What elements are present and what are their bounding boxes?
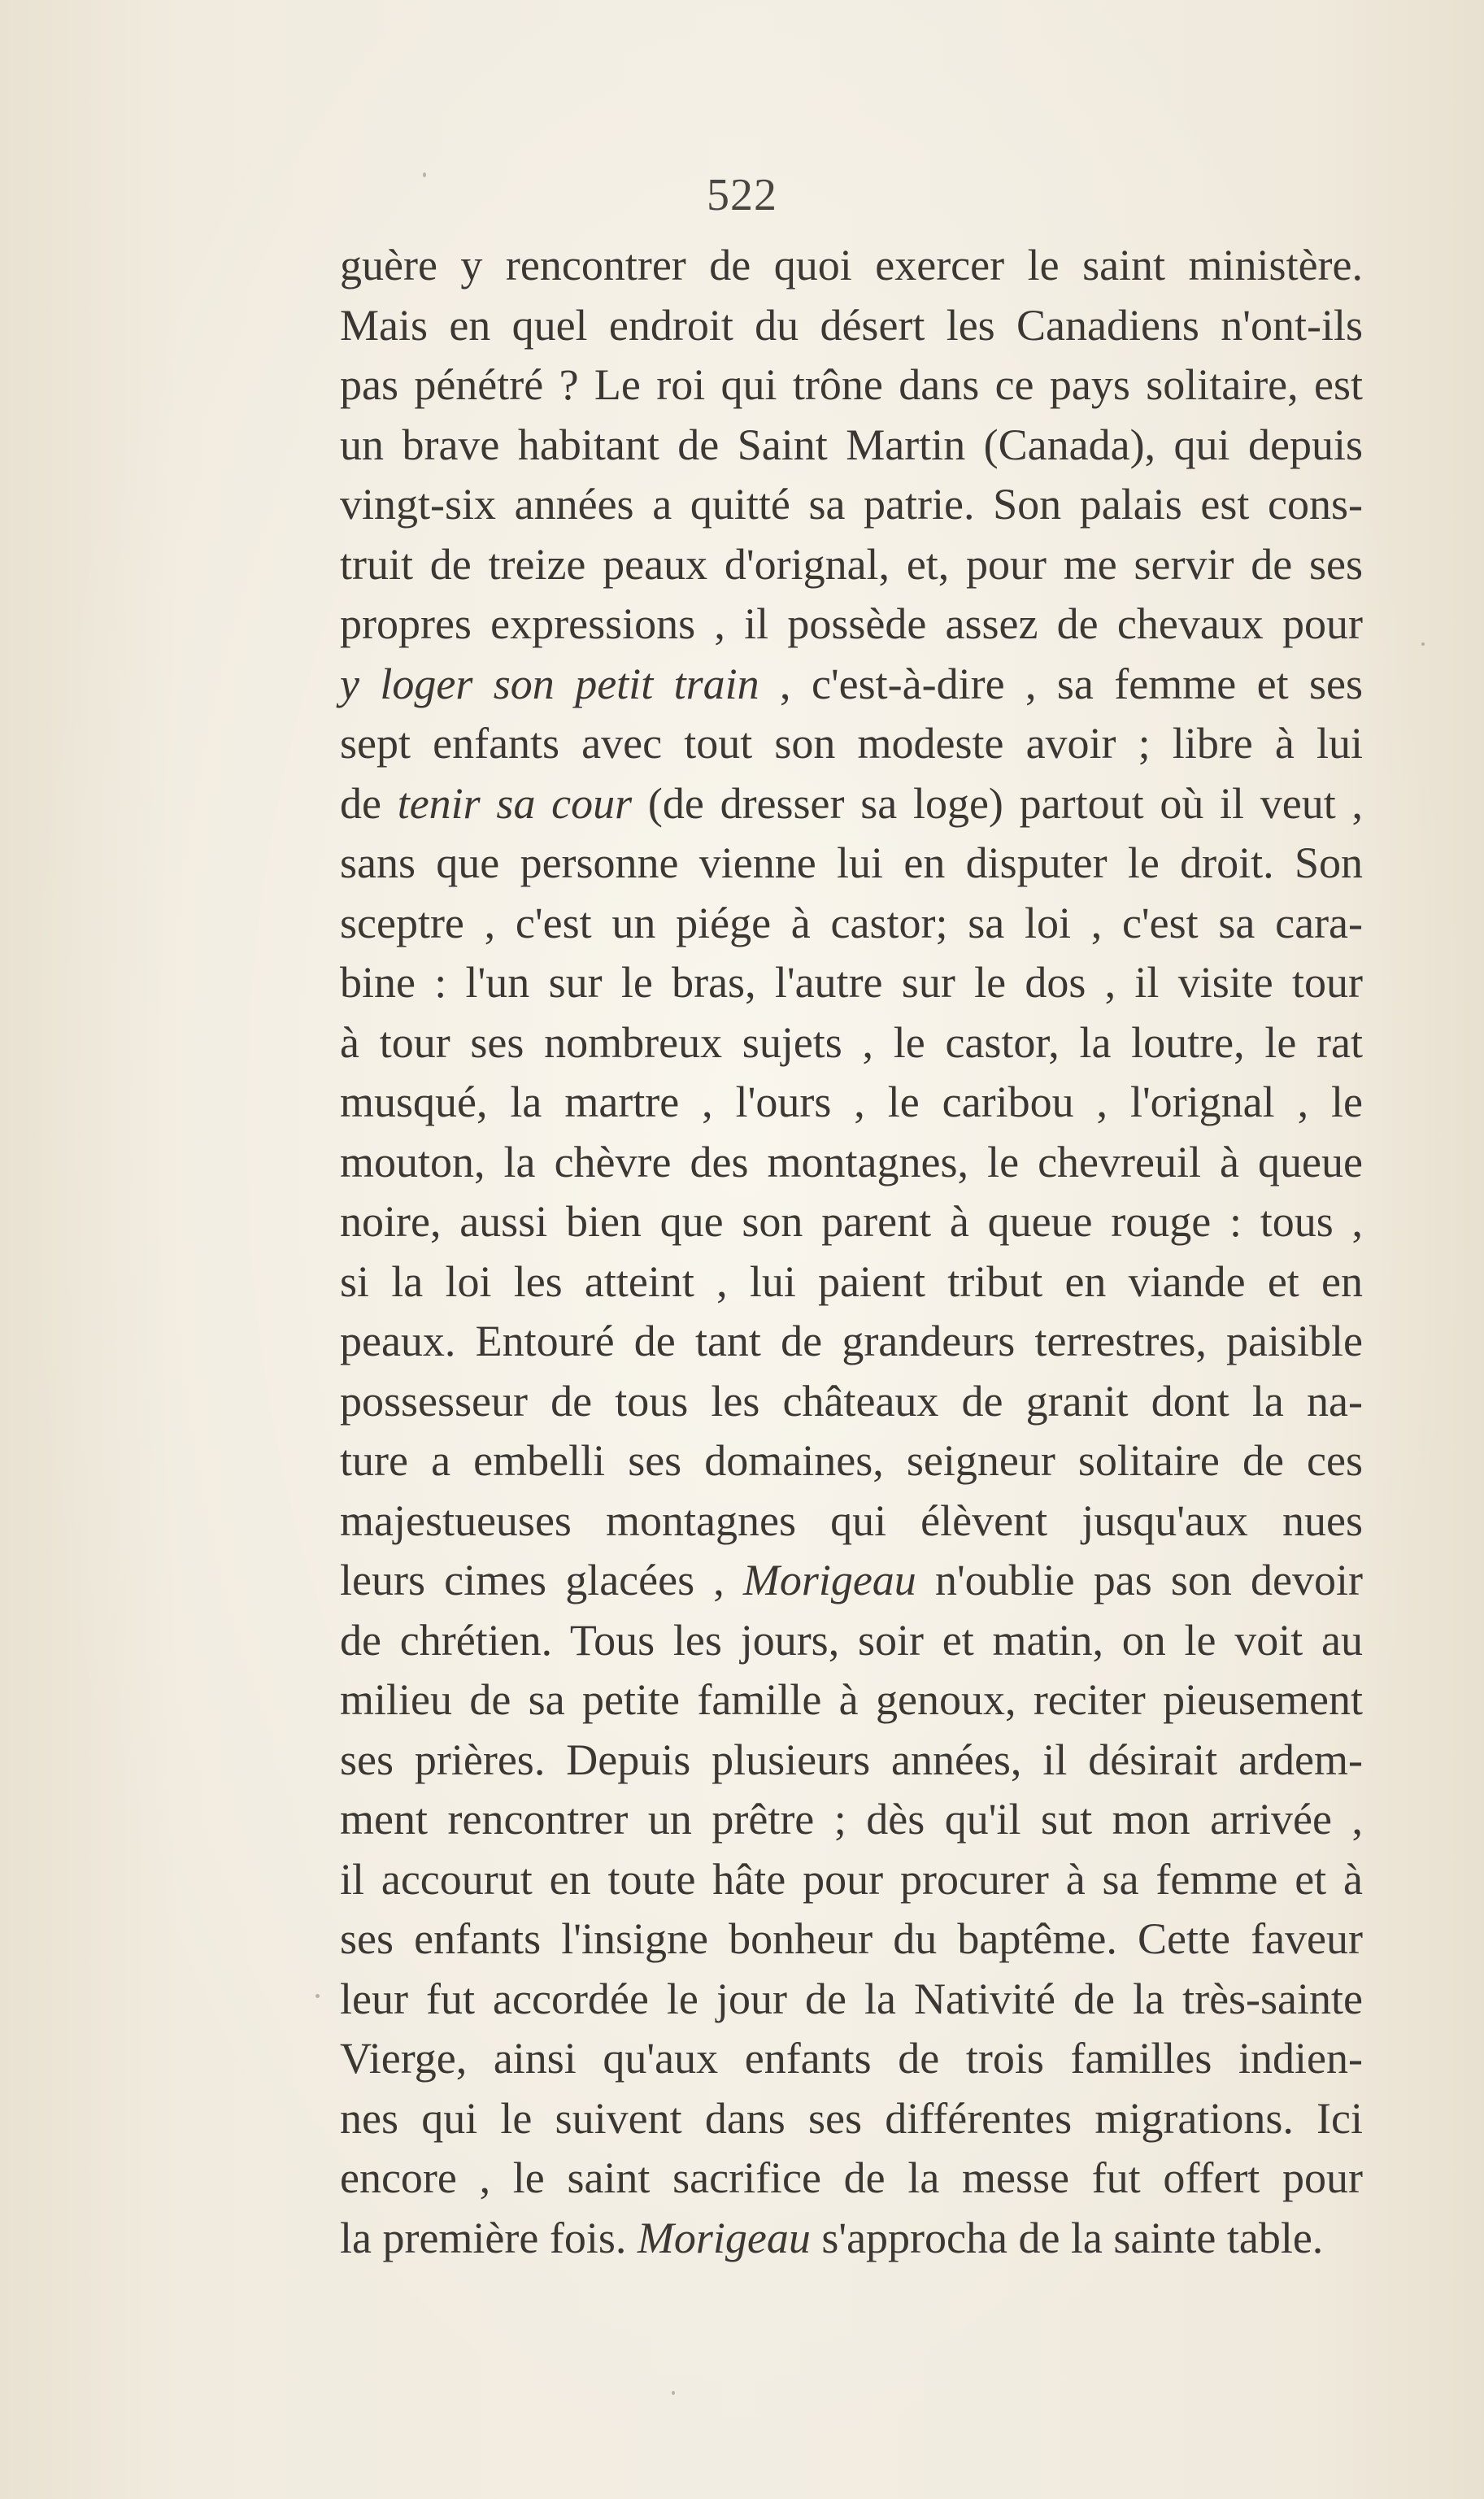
line-text: de — [340, 778, 398, 828]
text-line — [340, 1551, 1363, 1611]
text-line: truit de treize peaux d'orignal, et, pour me servir de ses — [340, 539, 1363, 589]
paper-speck — [316, 1994, 320, 1998]
italic-phrase: tenir sa cour — [397, 778, 633, 828]
page-number: 522 — [707, 170, 777, 220]
text-line: de chrétien. Tous les jours, soir et matin, on le voit au — [340, 1615, 1363, 1665]
italic-phrase: Morigeau — [742, 1556, 916, 1604]
body-text — [340, 236, 1363, 2268]
text-line: sceptre , c'est un piége à castor; sa loi , c'est sa cara- — [340, 898, 1363, 947]
text-line: Vierge, ainsi qu'aux enfants de trois familles indien- — [340, 2034, 1363, 2083]
text-line: un brave habitant de Saint Martin (Canada), qui depuis — [340, 420, 1363, 469]
line-text: leurs cimes glacées , — [340, 1556, 743, 1604]
text-line: si la loi les atteint , lui paient tribut en viande et en — [340, 1256, 1363, 1306]
text-line: il accourut en toute hâte pour procurer à sa femme et à — [340, 1854, 1363, 1904]
italic-phrase: y loger son petit train — [340, 659, 759, 708]
text-line: vingt-six années a quitté sa patrie. Son palais est cons- — [340, 480, 1363, 529]
line-text: , c'est-à-dire , sa femme et ses — [759, 659, 1363, 708]
text-line: noire, aussi bien que son parent à queue rouge : tous , — [340, 1197, 1363, 1246]
line-text: s'approcha de la sainte table. — [810, 2213, 1324, 2262]
text-line: sept enfants avec tout son modeste avoir ; libre à lui — [340, 719, 1363, 768]
text-line: à tour ses nombreux sujets , le castor, la loutre, le rat — [340, 1017, 1363, 1067]
text-line: ture a embelli ses domaines, seigneur solitaire de ces — [340, 1436, 1363, 1485]
text-line: ment rencontrer un prêtre ; dès qu'il sut mon arrivée , — [340, 1795, 1363, 1844]
text-line: sans que personne vienne lui en disputer le droit. Son — [340, 838, 1363, 887]
line-text: n'oublie pas son devoir — [916, 1556, 1363, 1604]
text-line: peaux. Entouré de tant de grandeurs terrestres, paisible — [340, 1317, 1363, 1365]
text-line: mouton, la chèvre des montagnes, le chevreuil à queue — [340, 1137, 1363, 1186]
text-line: propres expressions , il possède assez de chevaux pour — [340, 599, 1363, 648]
text-line — [340, 655, 1363, 715]
text-line — [340, 774, 1363, 834]
text-line: possesseur de tous les châteaux de granit dont la na- — [340, 1376, 1363, 1426]
paper-speck — [423, 172, 426, 177]
text-line: Mais en quel endroit du désert les Canadiens n'ont-ils — [340, 300, 1363, 350]
text-line: majestueuses montagnes qui élèvent jusqu'aux nues — [340, 1495, 1363, 1545]
italic-phrase: Morigeau — [637, 2213, 811, 2262]
text-line: ses enfants l'insigne bonheur du baptême. Cette faveur — [340, 1914, 1363, 1963]
line-text: la première fois. — [340, 2213, 638, 2262]
text-line: guère y rencontrer de quoi exercer le saint ministère. — [340, 241, 1363, 290]
text-line: milieu de sa petite famille à genoux, reciter pieusement — [340, 1675, 1363, 1724]
paper-speck — [672, 2391, 675, 2395]
text-line: bine : l'un sur le bras, l'autre sur le dos , il visite tour — [340, 958, 1363, 1007]
text-line: encore , le saint sacrifice de la messe fut offert pour — [340, 2153, 1363, 2202]
text-line — [340, 2209, 1363, 2269]
text-line: ses prières. Depuis plusieurs années, il désirait ardem- — [340, 1735, 1363, 1784]
text-line: pas pénétré ? Le roi qui trône dans ce pays solitaire, est — [340, 360, 1363, 409]
text-line: nes qui le suivent dans ses différentes migrations. Ici — [340, 2093, 1363, 2143]
paper-speck — [1421, 642, 1425, 646]
text-line: musqué, la martre , l'ours , le caribou , l'orignal , le — [340, 1078, 1363, 1126]
text-line: leur fut accordée le jour de la Nativité de la très-sainte — [340, 1974, 1363, 2023]
line-text: (de dresser sa loge) partout où il veut , — [632, 778, 1363, 828]
